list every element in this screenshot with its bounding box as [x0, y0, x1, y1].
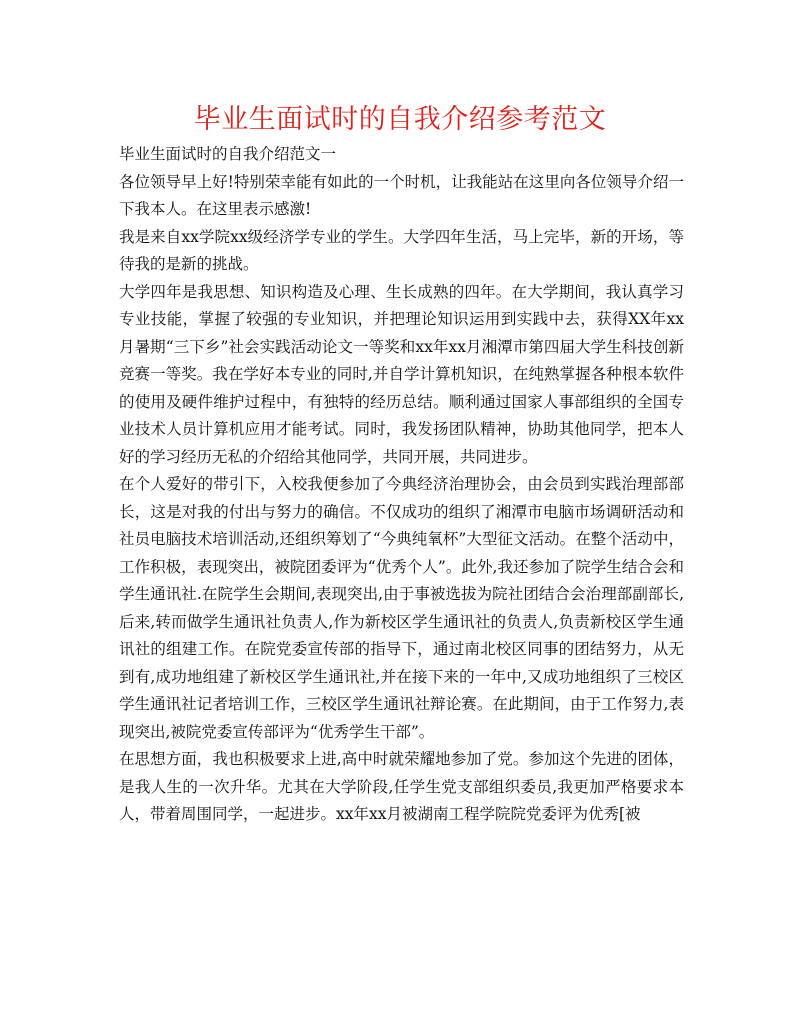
paragraph-greeting: 各位领导早上好!特别荣幸能有如此的一个时机，让我能站在这里向各位领导介绍一下我本人。在这里表示感激!: [119, 172, 684, 218]
paragraph-activities: 在个人爱好的带引下，入校我便参加了今典经济治理协会，由会员到实践治理部部长，这是对我的付出与努力的确信。不仅成功的组织了湘潭市电脑市场调研活动和社员电脑技术培训活动,还组织筹划了“今典纯氧杯”大型征文活动。在整个活动中，工作积极，表现突出，被院团委评为“优秀个人”。此外,我还参加了院学生结合会和学生通讯社.在院学生会期间,表现突出,由于事被选拔为院社团结合会治理部副部长,后来,转而做学生通讯社负责人,作为新校区学生通讯社的负责人,负责新校区学生通讯社的组建工作。在院党委宣传部的指导下，通过南北校区同事的团结努力，从无到有,成功地组建了新校区学生通讯社,并在接下来的一年中,又成功地组织了三校区学生通讯社记者培训工作，三校区学生通讯社辩论赛。在此期间，由于工作努力,表现突出,被院党委宣传部评为“优秀学生干部”。: [119, 475, 684, 741]
paragraph-background: 我是来自xx学院xx级经济学专业的学生。大学四年生活，马上完毕，新的开场，等待我的是新的挑战。: [119, 227, 684, 273]
paragraph-ideology: 在思想方面，我也积极要求上进,高中时就荣耀地参加了党。参加这个先进的团体，是我人生的一次升华。尤其在大学阶段,任学生党支部组织委员,我更加严格要求本人，带着周围同学，一起进步。xx年xx月被湖南工程学院院党委评为优秀[被: [119, 750, 684, 823]
document-body: [119, 141, 684, 829]
document-title: 毕业生面试时的自我介绍参考范文: [193, 104, 607, 135]
paragraph-study: 大学四年是我思想、知识构造及心理、生长成熟的四年。在大学期间，我认真学习专业技能，掌握了较强的专业知识，并把理论知识运用到实践中去，获得XX年xx月暑期“三下乡”社会实践活动论文一等奖和xx年xx月湘潭市第四届大学生科技创新竞赛一等奖。我在学好本专业的同时,并自学计算机知识，在纯熟掌握各种根本软件的使用及硬件维护过程中，有独特的经历总结。顺利通过国家人事部组织的全国专业技术人员计算机应用才能考试。同时，我发扬团队精神，协助其他同学，把本人好的学习经历无私的介绍给其他同学，共同开展，共同进步。: [119, 282, 684, 466]
section-heading: 毕业生面试时的自我介绍范文一: [119, 145, 337, 163]
